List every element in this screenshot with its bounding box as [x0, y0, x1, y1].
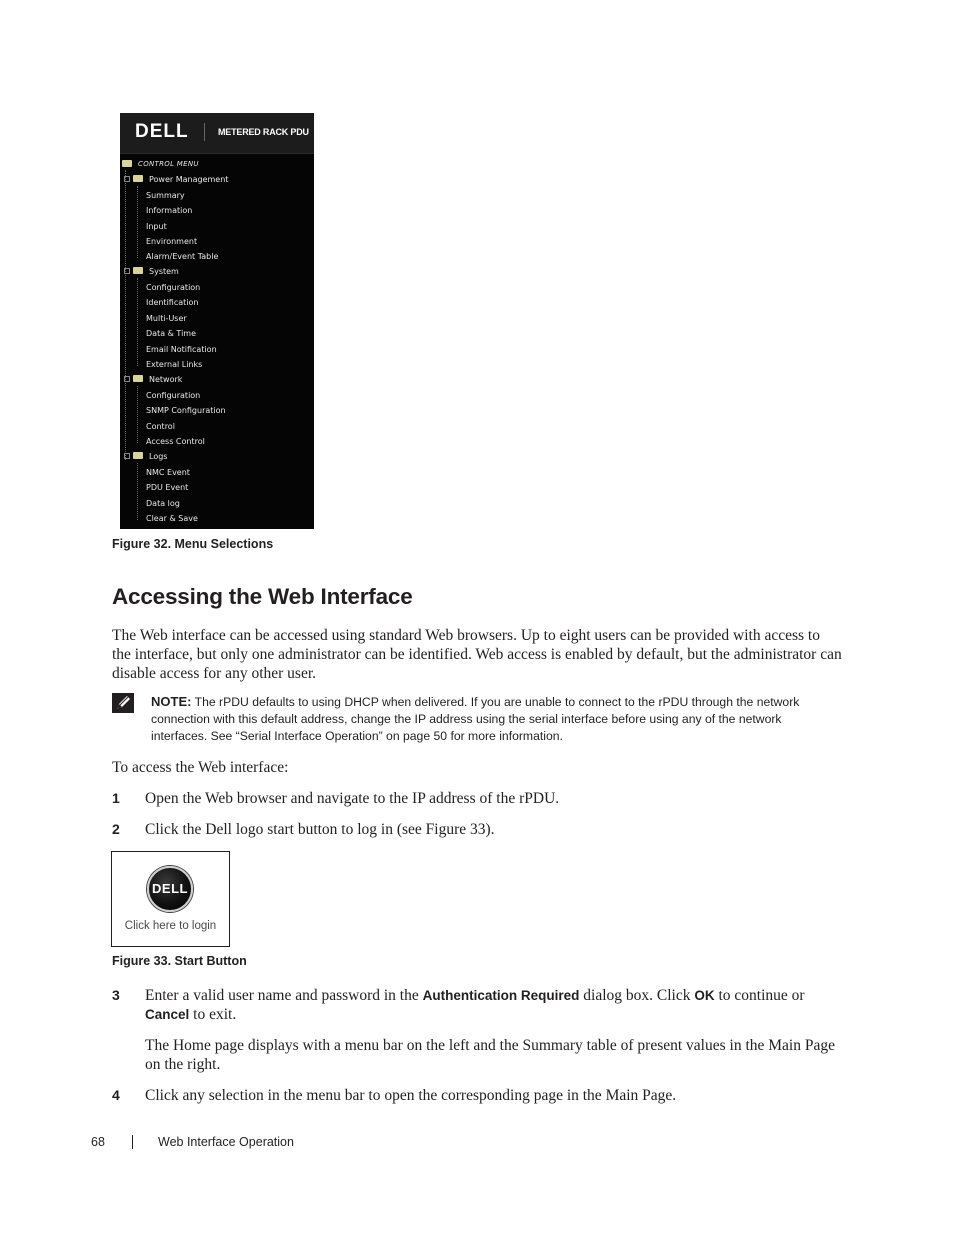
dell-logo-text: DELL: [152, 881, 188, 896]
lead-in-paragraph: To access the Web interface:: [112, 759, 289, 776]
dell-logo-start-button[interactable]: [147, 866, 193, 912]
note-label: NOTE:: [151, 694, 192, 709]
intro-paragraph: The Web interface can be accessed using standard Web browsers. Up to eight users can be provided with access to the interface, but only one administrator can be identified. Web access is enabled by default, but the administrator can disable access for any other user.: [112, 627, 842, 682]
tree-item-input[interactable]: Input: [146, 222, 167, 231]
tree-root[interactable]: CONTROL MENU: [122, 157, 199, 171]
tree-item-pdu-event[interactable]: PDU Event: [146, 483, 189, 492]
dell-logo: DELL: [135, 121, 189, 142]
tree-item-access-control[interactable]: Access Control: [146, 437, 205, 446]
expand-icon: [124, 268, 130, 274]
product-name: METERED RACK PDU: [218, 127, 309, 137]
expand-icon: [124, 453, 130, 459]
tree-item-email-notification[interactable]: Email Notification: [146, 345, 217, 354]
start-button-figure: [111, 851, 230, 947]
tree-item-identification[interactable]: Identification: [146, 298, 199, 307]
footer-divider: [132, 1135, 133, 1149]
menu-header: [120, 113, 314, 154]
folder-icon: [133, 175, 143, 182]
figure-32-caption: Figure 32. Menu Selections: [112, 537, 274, 551]
tree-item-snmp-configuration[interactable]: SNMP Configuration: [146, 406, 226, 415]
tree-line-root: [125, 170, 126, 460]
note-text: [151, 693, 841, 745]
header-divider: [204, 123, 205, 141]
tree-item-data-log[interactable]: Data log: [146, 499, 180, 508]
tree-line-network: [137, 386, 138, 443]
step-3-text: Enter a valid user name and password in the Authentication Required dialog box. Click OK to continue or Cancel to exit.: [145, 987, 805, 1023]
login-link-label[interactable]: Click here to login: [124, 920, 217, 932]
figure-33-caption: Figure 33. Start Button: [112, 954, 247, 968]
step-3-number: 3: [112, 987, 120, 1003]
step-1-number: 1: [112, 790, 120, 806]
tree-line-logs: [137, 463, 138, 520]
tree-item-information[interactable]: Information: [146, 206, 193, 215]
folder-icon: [122, 160, 132, 167]
tree-item-multi-user[interactable]: Multi-User: [146, 314, 187, 323]
expand-icon: [124, 176, 130, 182]
step-2-text: Click the Dell logo start button to log in (see Figure 33).: [145, 821, 495, 838]
tree-item-configuration[interactable]: Configuration: [146, 283, 201, 292]
expand-icon: [124, 376, 130, 382]
note-pencil-icon: [112, 693, 134, 713]
folder-icon: [133, 267, 143, 274]
step-1-text: Open the Web browser and navigate to the IP address of the rPDU.: [145, 790, 560, 807]
tree-item-clear-save[interactable]: Clear & Save: [146, 514, 198, 523]
term-ok: OK: [694, 988, 715, 1003]
tree-line-system: [137, 278, 138, 366]
tree-item-network-configuration[interactable]: Configuration: [146, 391, 201, 400]
note-body: The rPDU defaults to using DHCP when delivered. If you are unable to connect to the rPDU through the network connection with this default address, change the IP address using the serial interface before using any of the network interfaces. See “Serial Interface Operation” on page 50 for more information.: [151, 695, 800, 743]
folder-icon: [133, 375, 143, 382]
step-2-number: 2: [112, 821, 120, 837]
tree-item-summary[interactable]: Summary: [146, 191, 185, 200]
tree-item-control[interactable]: Control: [146, 422, 175, 431]
tree-item-nmc-event[interactable]: NMC Event: [146, 468, 190, 477]
tree-group-power-management[interactable]: Power Management: [124, 173, 228, 187]
tree-item-external-links[interactable]: External Links: [146, 360, 203, 369]
term-cancel: Cancel: [145, 1007, 190, 1022]
tree-item-data-time[interactable]: Data & Time: [146, 329, 197, 338]
menu-selections-figure: [120, 113, 314, 529]
tree-item-environment[interactable]: Environment: [146, 237, 198, 246]
tree-line-power: [137, 186, 138, 258]
section-heading: Accessing the Web Interface: [112, 584, 413, 609]
step-4-text: Click any selection in the menu bar to open the corresponding page in the Main Page.: [145, 1087, 677, 1104]
step-3-followup: The Home page displays with a menu bar on the left and the Summary table of present values in the Main Page on the right.: [145, 1037, 835, 1073]
tree-item-alarm-event-table[interactable]: Alarm/Event Table: [146, 252, 219, 261]
tree-group-logs[interactable]: Logs: [124, 450, 167, 464]
footer-chapter-title: Web Interface Operation: [158, 1135, 294, 1149]
tree-group-system[interactable]: System: [124, 265, 179, 279]
step-4-number: 4: [112, 1087, 120, 1103]
page-number: 68: [91, 1135, 105, 1149]
term-authentication-required: Authentication Required: [422, 988, 580, 1003]
tree-group-network[interactable]: Network: [124, 373, 182, 387]
folder-icon: [133, 452, 143, 459]
